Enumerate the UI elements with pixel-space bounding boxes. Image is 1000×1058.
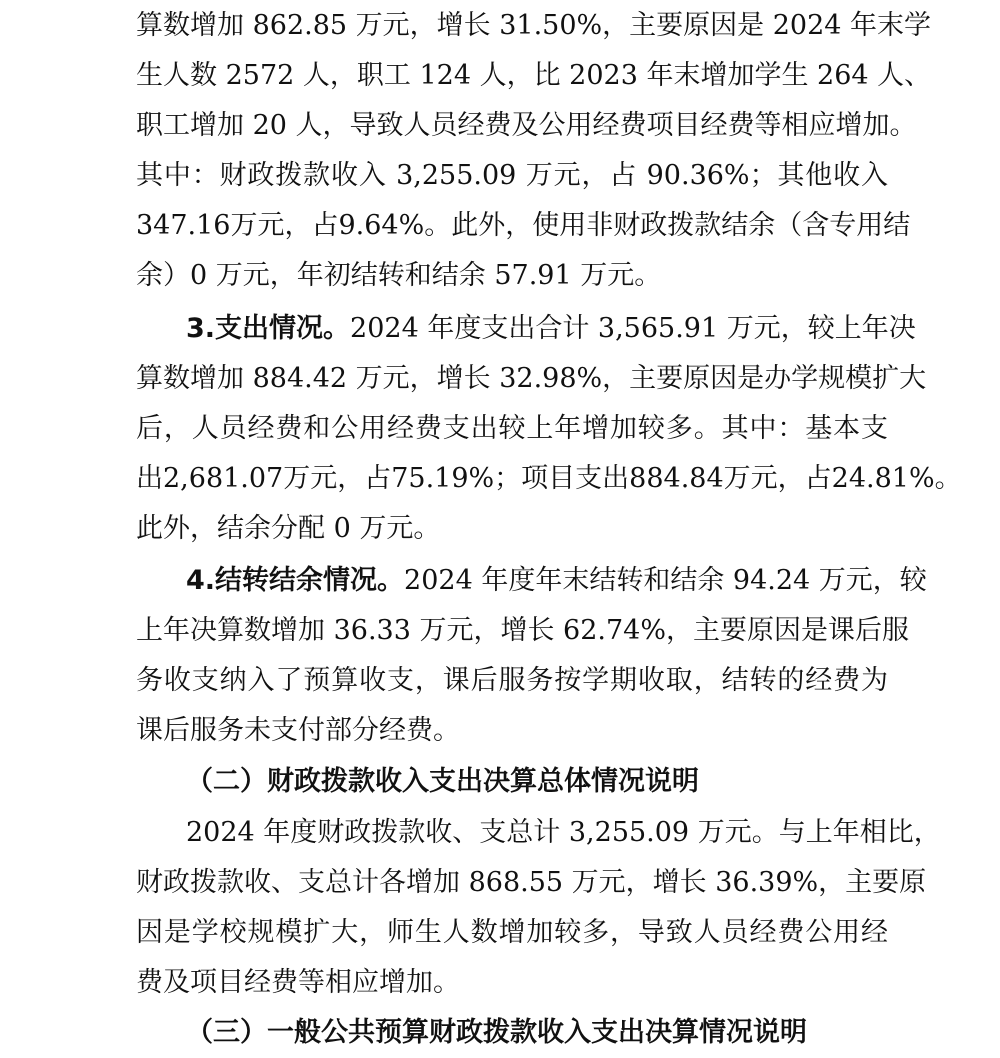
income-line-4: 其中：财政拨款收入 3,255.09 万元，占 90.36%；其他收入 [136, 160, 888, 191]
expense-section-title: 3.支出情况。 [186, 313, 351, 344]
expense-line-5: 此外，结余分配 0 万元。 [136, 513, 441, 544]
carryover-first-line [186, 556, 927, 606]
expense-line-2: 算数增加 884.42 万元，增长 32.98%，主要原因是办学规模扩大 [136, 363, 927, 394]
income-line-6: 余）0 万元，年初结转和结余 57.91 万元。 [136, 260, 662, 291]
fiscal-overall-line-2: 财政拨款收、支总计各增加 868.55 万元，增长 36.39%，主要原 [136, 867, 927, 898]
expense-line-4: 出2,681.07万元，占75.19%；项目支出884.84万元，占24.81%。 [136, 463, 962, 494]
carryover-first-line-text: 2024 年度年末结转和结余 94.24 万元，较 [404, 565, 927, 596]
expense-first-line-text: 2024 年度支出合计 3,565.91 万元，较上年决 [350, 313, 916, 344]
income-line-2: 生人数 2572 人，职工 124 人，比 2023 年末增加学生 264 人、 [136, 60, 932, 91]
carryover-line-4: 课后服务未支付部分经费。 [136, 715, 460, 746]
income-line-3: 职工增加 20 人，导致人员经费及公用经费项目经费等相应增加。 [136, 110, 917, 141]
carryover-section-title: 4.结转结余情况。 [186, 565, 405, 596]
income-line-1: 算数增加 862.85 万元，增长 31.50%，主要原因是 2024 年末学 [136, 10, 932, 41]
expense-line-3: 后，人员经费和公用经费支出较上年增加较多。其中：基本支 [136, 413, 888, 444]
fiscal-overall-heading: （二）财政拨款收入支出决算总体情况说明 [186, 766, 699, 797]
fiscal-overall-line-3: 因是学校规模扩大，师生人数增加较多，导致人员经费公用经 [136, 917, 888, 948]
carryover-line-3: 务收支纳入了预算收支，课后服务按学期收取，结转的经费为 [136, 665, 888, 696]
expense-first-line [186, 304, 916, 354]
general-budget-heading: （三）一般公共预算财政拨款收入支出决算情况说明 [186, 1017, 807, 1048]
fiscal-overall-line-4: 费及项目经费等相应增加。 [136, 967, 460, 998]
fiscal-overall-line-1: 2024 年度财政拨款收、支总计 3,255.09 万元。与上年相比， [186, 817, 941, 848]
income-line-5: 347.16万元，占9.64%。此外，使用非财政拨款结余（含专用结 [136, 210, 911, 241]
carryover-line-2: 上年决算数增加 36.33 万元，增长 62.74%，主要原因是课后服 [136, 615, 909, 646]
